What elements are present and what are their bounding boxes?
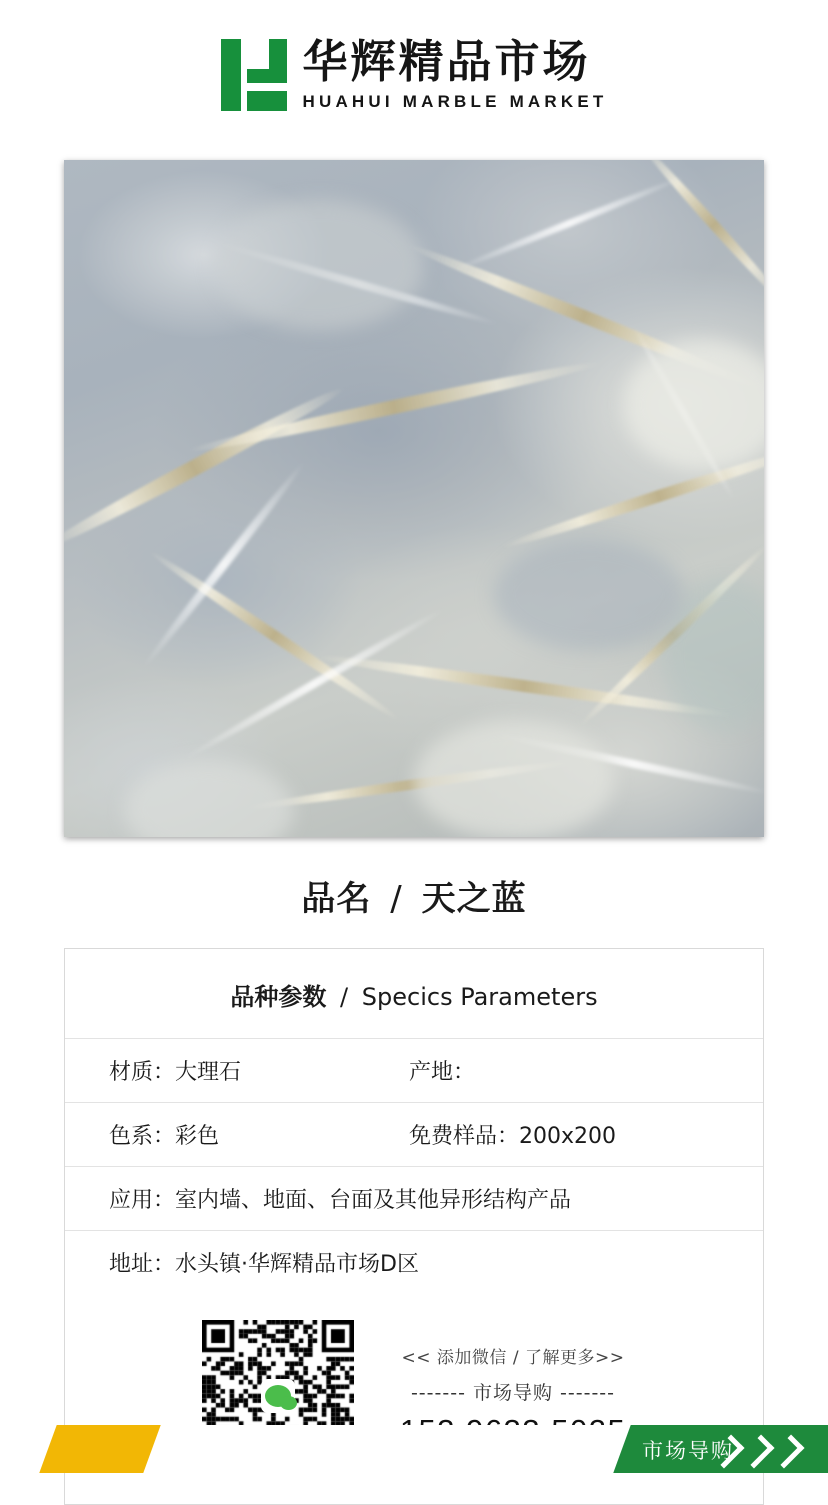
spec-origin-key: 产地：: [409, 1060, 476, 1085]
spec-application-key: 应用：: [109, 1188, 176, 1213]
footer-bar: [0, 1425, 828, 1473]
spec-sample-key: 免费样品：: [409, 1124, 520, 1149]
brand-header: [0, 0, 828, 150]
footer-white-middle: [143, 1425, 630, 1473]
spec-sample: [409, 1119, 719, 1150]
spec-origin: [409, 1055, 719, 1086]
spec-material-value: 大理石: [175, 1060, 242, 1085]
huahui-logo-icon: [221, 39, 287, 111]
spec-color-key: 色系：: [109, 1124, 176, 1149]
spec-row-application: [65, 1166, 763, 1230]
chevron-right-icon: [741, 1435, 775, 1469]
spec-row-color: [65, 1102, 763, 1166]
spec-material: [109, 1055, 409, 1086]
brand-text: [302, 35, 608, 111]
wechat-icon: [261, 1379, 295, 1413]
specs-title-separator: /: [340, 983, 349, 1011]
spec-application: [109, 1183, 719, 1214]
spec-sample-value: 200x200: [519, 1124, 617, 1149]
spec-address: [109, 1247, 719, 1278]
contact-guide-label: ------- 市场导购 -------: [410, 1382, 616, 1404]
chevron-right-icon: [771, 1435, 805, 1469]
spec-application-value: 室内墙、地面、台面及其他异形结构产品: [175, 1188, 572, 1213]
specs-title-en: Specics Parameters: [361, 983, 598, 1011]
footer-glyph: 市场导购: [642, 1439, 734, 1463]
marble-texture: [64, 160, 764, 837]
product-name: [0, 871, 828, 920]
spec-address-key: 地址：: [109, 1252, 176, 1277]
spec-color: [109, 1119, 409, 1150]
brand-name-en: HUAHUI MARBLE MARKET: [302, 91, 608, 111]
product-name-label: 品名: [301, 879, 372, 919]
spec-row-material: [65, 1038, 763, 1102]
spec-material-key: 材质：: [109, 1060, 176, 1085]
product-name-separator: /: [390, 879, 403, 919]
specs-title: [65, 977, 763, 1012]
spec-color-value: 彩色: [175, 1124, 220, 1149]
brand-name-cn: 华辉精品市场: [302, 35, 591, 89]
spec-address-value: 水头镇·华辉精品市场D区: [175, 1252, 419, 1277]
contact-wechat-hint: << 添加微信 / 了解更多>>: [401, 1348, 625, 1368]
product-image: [64, 160, 764, 837]
product-name-value: 天之蓝: [421, 879, 527, 919]
specs-card: [64, 948, 764, 1505]
specs-title-cn: 品种参数: [230, 983, 327, 1011]
spec-row-address: [65, 1230, 763, 1294]
